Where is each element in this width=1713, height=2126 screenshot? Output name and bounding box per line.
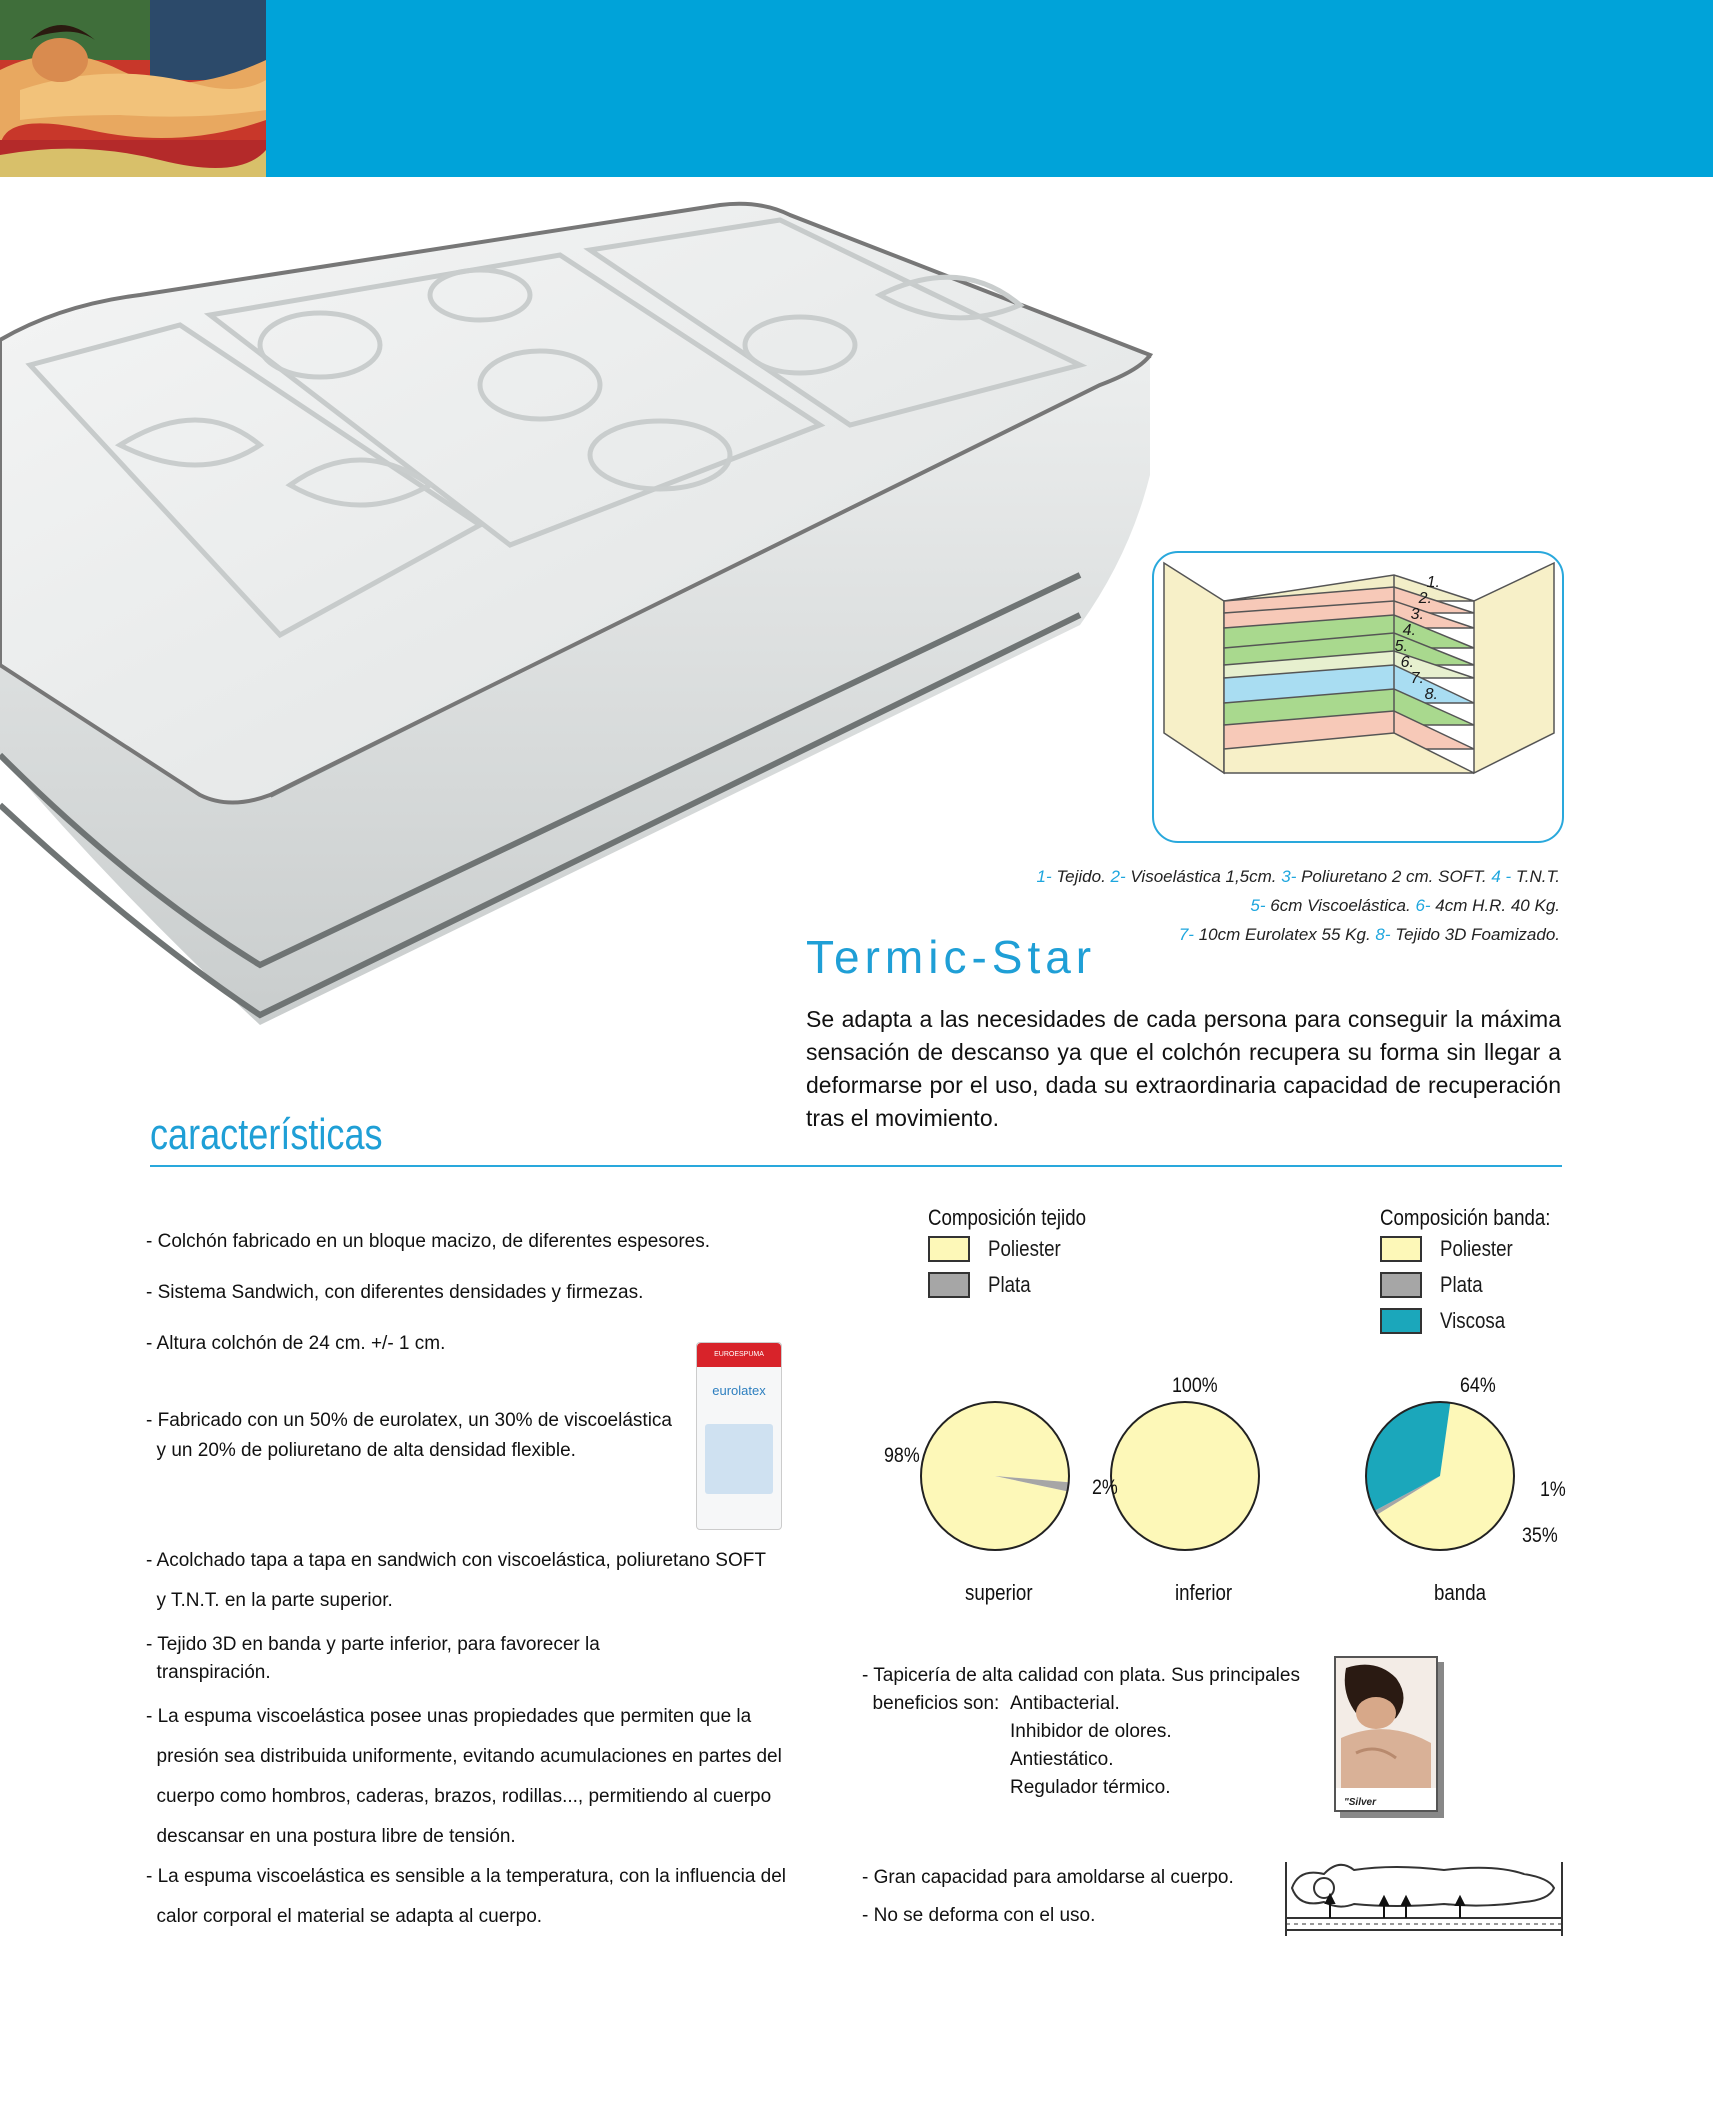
- legend-item: Poliester: [928, 1231, 1114, 1267]
- silver-text: - Tapicería de alta calidad con plata. Sus principales: [862, 1665, 1300, 1686]
- layer-number: 1.: [1426, 574, 1440, 591]
- feature-item: - Acolchado tapa a tapa en sandwich con viscoelástica, poliuretano SOFT: [146, 1550, 766, 1571]
- silver-badge-image: [1334, 1656, 1438, 1812]
- pie-name: banda: [1434, 1580, 1487, 1605]
- legend-item: Poliester: [1380, 1231, 1581, 1267]
- features-heading: características: [150, 1110, 383, 1159]
- silver-benefit: Regulador térmico.: [1010, 1777, 1171, 1798]
- pie-label: 2%: [1092, 1476, 1118, 1499]
- swatch-plata: [1380, 1272, 1422, 1298]
- band-composition-legend: [1380, 1205, 1581, 1339]
- badge-brand: eurolatex: [712, 1383, 766, 1398]
- fabric-composition-title: Composición tejido: [928, 1205, 1086, 1230]
- layer-number: 8.: [1424, 686, 1438, 703]
- feature-item: presión sea distribuida uniformente, evitando acumulaciones en partes del: [146, 1746, 782, 1767]
- swatch-poliester: [928, 1236, 970, 1262]
- section-divider: [150, 1165, 1562, 1167]
- layer-number: 6.: [1400, 654, 1414, 671]
- layer-number: 4.: [1402, 622, 1416, 639]
- pie-label: 98%: [884, 1444, 920, 1467]
- pie-label: 64%: [1460, 1374, 1496, 1397]
- feature-item: y un 20% de poliuretano de alta densidad flexible.: [146, 1440, 576, 1461]
- silver-badge-text: "Silver: [1344, 1797, 1376, 1808]
- badge-brand-top: EUROESPUMA: [697, 1343, 781, 1367]
- silver-benefit: Inhibidor de olores.: [1010, 1721, 1172, 1742]
- feature-item: - Tejido 3D en banda y parte inferior, para favorecer la: [146, 1634, 600, 1655]
- feature-item: - Fabricado con un 50% de eurolatex, un 30% de viscoelástica: [146, 1410, 672, 1431]
- product-intro: Se adapta a las necesidades de cada persona para conseguir la máxima sensación de descanso ya que el colchón recupera su forma sin llegar a deformarse por el uso, dada su extraordinaria capacidad de recuperación tras el movimiento.: [806, 1006, 1561, 1131]
- feature-item: y T.N.T. en la parte superior.: [146, 1590, 393, 1611]
- band-composition-title: Composición banda:: [1380, 1205, 1551, 1230]
- feature-item: calor corporal el material se adapta al cuerpo.: [146, 1906, 543, 1927]
- pie-name: inferior: [1175, 1580, 1233, 1605]
- eurolatex-badge: [696, 1342, 782, 1530]
- legend-line: 5- 6cm Viscoelástica. 6- 4cm H.R. 40 Kg.: [1250, 896, 1560, 915]
- painting-image: [0, 0, 266, 177]
- pie-label: 100%: [1172, 1374, 1218, 1397]
- legend-item: Viscosa: [1380, 1303, 1581, 1339]
- silver-text-lead: beneficios son:: [862, 1693, 1005, 1714]
- feature-item: - Altura colchón de 24 cm. +/- 1 cm.: [146, 1333, 446, 1354]
- feature-item: - La espuma viscoelástica es sensible a la temperatura, con la influencia del: [146, 1866, 787, 1887]
- feature-item: transpiración.: [146, 1662, 271, 1683]
- body-fit-text: - No se deforma con el uso.: [862, 1905, 1096, 1926]
- feature-item: descansar en una postura libre de tensión.: [146, 1826, 516, 1847]
- silver-benefit: Antibacterial.: [1010, 1693, 1120, 1714]
- legend-item: Plata: [1380, 1267, 1581, 1303]
- fabric-composition-legend: [928, 1205, 1114, 1303]
- feature-item: - Sistema Sandwich, con diferentes densidades y firmezas.: [146, 1282, 644, 1303]
- layers-diagram: [1152, 551, 1564, 843]
- legend-line: 7- 10cm Eurolatex 55 Kg. 8- Tejido 3D Foamizado.: [1178, 925, 1560, 944]
- feature-item: - La espuma viscoelástica posee unas propiedades que permiten que la: [146, 1706, 752, 1727]
- pie-slice-poliester: [1111, 1402, 1259, 1550]
- layer-number: 3.: [1410, 606, 1424, 623]
- pie-label: 1%: [1540, 1478, 1566, 1501]
- swatch-poliester: [1380, 1236, 1422, 1262]
- legend-item: Plata: [928, 1267, 1114, 1303]
- pie-name: superior: [965, 1580, 1033, 1605]
- silver-benefit: Antiestático.: [1010, 1749, 1114, 1770]
- legend-line: 1- Tejido. 2- Visoelástica 1,5cm. 3- Poliuretano 2 cm. SOFT. 4 - T.N.T.: [1036, 867, 1560, 886]
- body-on-mattress-icon: [1284, 1848, 1564, 1940]
- layer-number: 5.: [1394, 638, 1408, 655]
- feature-item: - Colchón fabricado en un bloque macizo, de diferentes espesores.: [146, 1231, 711, 1252]
- swatch-viscosa: [1380, 1308, 1422, 1334]
- pie-label: 35%: [1522, 1524, 1558, 1547]
- feature-item: cuerpo como hombros, caderas, brazos, rodillas..., permitiendo al cuerpo: [146, 1786, 772, 1807]
- body-fit-text: - Gran capacidad para amoldarse al cuerpo.: [862, 1867, 1234, 1888]
- product-title: Termic-Star: [806, 931, 1097, 983]
- swatch-plata: [928, 1272, 970, 1298]
- layer-number: 2.: [1418, 590, 1432, 607]
- layer-number: 7.: [1410, 670, 1424, 687]
